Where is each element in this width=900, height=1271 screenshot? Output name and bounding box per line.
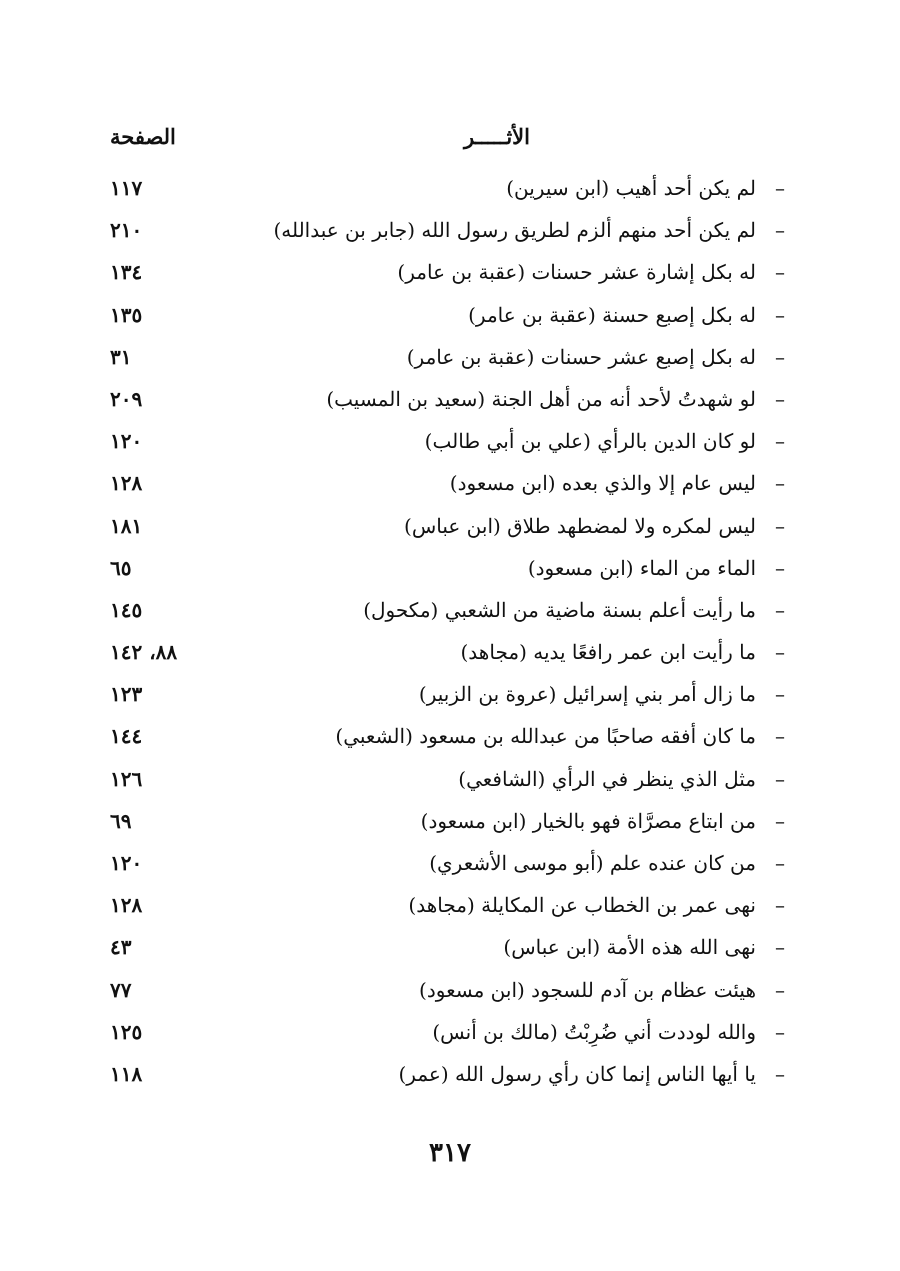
index-entry xyxy=(110,589,790,631)
entry-text: هيئت عظام بن آدم للسجود (ابن مسعود) xyxy=(419,977,756,1002)
entry-page-numbers: ٦٩ xyxy=(110,808,132,833)
entry-dash: – xyxy=(775,766,785,791)
entry-text: له بكل إصبع حسنة (عقبة بن عامر) xyxy=(468,302,756,327)
entry-page-numbers: ٧٧ xyxy=(110,977,132,1002)
entry-page-numbers: ٢٠٩ xyxy=(110,386,143,411)
entry-page-numbers: ١٢٠ xyxy=(110,429,143,454)
index-entry xyxy=(110,505,790,547)
entry-page-numbers: ١٢٨ xyxy=(110,893,143,918)
entry-page-numbers: ١٤٤ xyxy=(110,724,143,749)
entry-page-numbers: ١٢٦ xyxy=(110,766,143,791)
entry-dash: – xyxy=(775,429,785,454)
entry-dash: – xyxy=(775,851,785,875)
entry-page-numbers: ١٣٤ xyxy=(110,260,143,285)
entry-dash: – xyxy=(775,808,785,833)
entry-page-numbers: ٨٨، ١٤٢ xyxy=(110,640,178,665)
entry-text: لم يكن أحد أهيب (ابن سيرين) xyxy=(506,176,756,200)
entry-page-numbers: ١٤٥ xyxy=(110,597,143,622)
entry-dash: – xyxy=(775,1061,785,1086)
entry-dash: – xyxy=(775,302,785,327)
index-entry xyxy=(110,969,790,1011)
index-entry xyxy=(110,715,790,757)
entry-dash: – xyxy=(775,682,785,707)
entry-page-numbers: ١٢٣ xyxy=(110,682,143,707)
entry-page-numbers: ٤٣ xyxy=(110,935,132,960)
entry-text: ليس عام إلا والذي بعده (ابن مسعود) xyxy=(449,471,756,496)
index-entry xyxy=(110,673,790,715)
entry-page-numbers: ١٢٥ xyxy=(110,1019,143,1044)
entry-text: لو كان الدين بالرأي (علي بن أبي طالب) xyxy=(424,429,756,454)
index-entry xyxy=(110,884,790,926)
column-title-page: الصفحة xyxy=(110,124,176,149)
index-entry xyxy=(110,167,790,209)
index-entry xyxy=(110,251,790,293)
entry-text: نهى عمر بن الخطاب عن المكايلة (مجاهد) xyxy=(408,893,756,918)
index-entry xyxy=(110,420,790,462)
index-entry xyxy=(110,547,790,589)
entry-dash: – xyxy=(775,555,785,580)
entry-text: ليس لمكره ولا لمضطهد طلاق (ابن عباس) xyxy=(404,513,756,538)
entry-page-numbers: ١٨١ xyxy=(110,513,143,538)
entry-dash: – xyxy=(775,935,785,960)
index-entry xyxy=(110,336,790,378)
index-entries-list xyxy=(110,167,790,1095)
entry-dash: – xyxy=(775,386,785,411)
entry-dash: – xyxy=(775,218,785,243)
entry-text: من كان عنده علم (أبو موسى الأشعري) xyxy=(429,851,756,875)
index-entry xyxy=(110,209,790,251)
entry-text: مثل الذي ينظر في الرأي (الشافعي) xyxy=(458,766,756,791)
column-title-athar: الأثـــــر xyxy=(463,124,530,149)
entry-dash: – xyxy=(775,597,785,622)
entry-dash: – xyxy=(775,893,785,918)
index-header xyxy=(110,124,790,160)
entry-page-numbers: ٦٥ xyxy=(110,555,132,580)
entry-dash: – xyxy=(775,724,785,749)
entry-text: لم يكن أحد منهم ألزم لطريق رسول الله (جابر بن عبدالله) xyxy=(273,218,756,243)
entry-page-numbers: ٣١ xyxy=(110,344,132,369)
entry-page-numbers: ١٣٥ xyxy=(110,302,143,327)
entry-text: من ابتاع مصرَّاة فهو بالخيار (ابن مسعود) xyxy=(420,808,756,833)
index-entry xyxy=(110,842,790,884)
entry-text: ما رأيت أعلم بسنة ماضية من الشعبي (مكحول) xyxy=(363,597,756,622)
entry-dash: – xyxy=(775,977,785,1002)
entry-text: له بكل إصبع عشر حسنات (عقبة بن عامر) xyxy=(406,344,756,369)
entry-dash: – xyxy=(775,1019,785,1044)
entry-dash: – xyxy=(775,640,785,665)
entry-text: ما رأيت ابن عمر رافعًا يديه (مجاهد) xyxy=(460,640,756,665)
entry-text: نهى الله هذه الأمة (ابن عباس) xyxy=(503,935,756,960)
entry-text: والله لوددت أني ضُرِبْتُ (مالك بن أنس) xyxy=(432,1019,756,1044)
entry-text: ما كان أفقه صاحبًا من عبدالله بن مسعود (الشعبي) xyxy=(335,724,756,749)
entry-dash: – xyxy=(775,513,785,538)
index-entry xyxy=(110,294,790,336)
entry-dash: – xyxy=(775,176,785,200)
page-number: ٣١٧ xyxy=(429,1138,471,1168)
index-entry xyxy=(110,631,790,673)
entry-dash: – xyxy=(775,344,785,369)
entry-dash: – xyxy=(775,260,785,285)
entry-page-numbers: ٢١٠ xyxy=(110,218,143,243)
index-entry xyxy=(110,1053,790,1095)
index-entry xyxy=(110,926,790,968)
entry-text: له بكل إشارة عشر حسنات (عقبة بن عامر) xyxy=(397,260,756,285)
entry-page-numbers: ١١٧ xyxy=(110,176,143,200)
index-entry xyxy=(110,1011,790,1053)
index-entry xyxy=(110,462,790,504)
entry-page-numbers: ١٢٨ xyxy=(110,471,143,496)
index-entry xyxy=(110,378,790,420)
entry-text: ما زال أمر بني إسرائيل (عروة بن الزبير) xyxy=(418,682,756,707)
entry-text: لو شهدتُ لأحد أنه من أهل الجنة (سعيد بن المسيب) xyxy=(326,386,756,411)
entry-page-numbers: ١١٨ xyxy=(110,1061,143,1086)
entry-text: الماء من الماء (ابن مسعود) xyxy=(527,555,756,580)
entry-text: يا أيها الناس إنما كان رأي رسول الله (عمر) xyxy=(398,1061,756,1086)
index-entry xyxy=(110,758,790,800)
entry-page-numbers: ١٢٠ xyxy=(110,851,143,875)
entry-dash: – xyxy=(775,471,785,496)
index-entry xyxy=(110,800,790,842)
